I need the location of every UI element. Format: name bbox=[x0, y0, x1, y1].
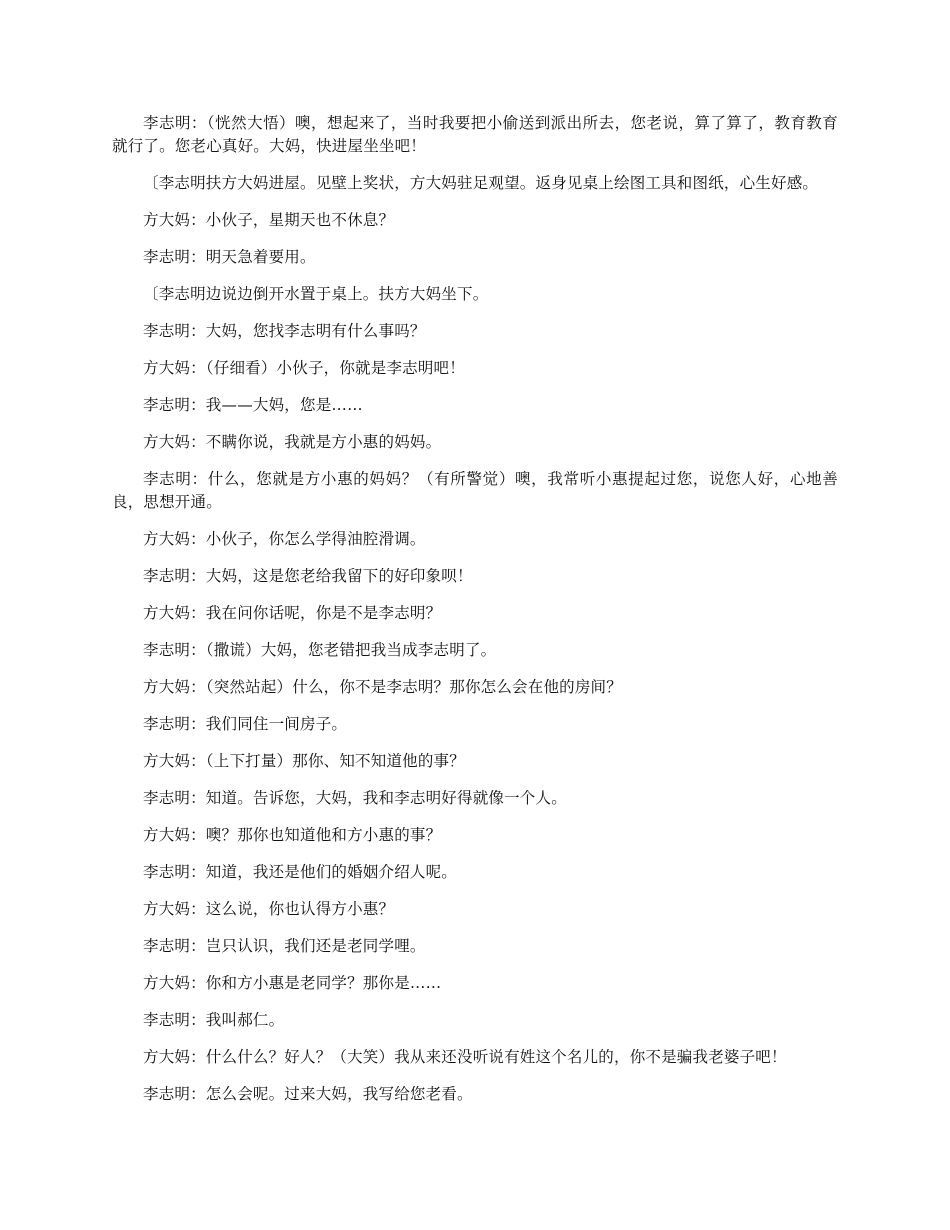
paragraph-23: 方大妈：你和方小惠是老同学？那你是…… bbox=[143, 974, 442, 992]
paragraph-5: 〔李志明边说边倒开水置于桌上。扶方大妈坐下。 bbox=[143, 285, 489, 303]
paragraph-15: 方大妈：（突然站起）什么，你不是李志明？那你怎么会在他的房间？ bbox=[143, 678, 622, 696]
paragraph-12: 李志明：大妈，这是您老给我留下的好印象呗！ bbox=[143, 567, 473, 585]
paragraph-25: 方大妈：什么什么？好人？（大笑）我从来还没听说有姓这个名儿的，你不是骗我老婆子吧！ bbox=[143, 1048, 787, 1066]
paragraph-4: 李志明：明天急着要用。 bbox=[143, 248, 316, 266]
paragraph-2: 〔李志明扶方大妈进屋。见壁上奖状，方大妈驻足观望。返身见桌上绘图工具和图纸，心生好感。 bbox=[143, 174, 819, 192]
paragraph-6: 李志明：大妈，您找李志明有什么事吗？ bbox=[143, 322, 426, 340]
paragraph-19: 方大妈：噢？那你也知道他和方小惠的事？ bbox=[143, 826, 442, 844]
paragraph-21: 方大妈：这么说，你也认得方小惠？ bbox=[143, 900, 395, 918]
paragraph-16: 李志明：我们同住一间房子。 bbox=[143, 715, 348, 733]
paragraph-1: 李志明：（恍然大悟）噢，想起来了，当时我要把小偷送到派出所去，您老说，算了算了，教育教育就行了。您老心真好。大妈，快进屋坐坐吧！ bbox=[112, 114, 838, 155]
paragraph-13: 方大妈：我在问你话呢，你是不是李志明？ bbox=[143, 604, 442, 622]
paragraph-17: 方大妈：（上下打量）那你、知不知道他的事？ bbox=[143, 752, 465, 770]
paragraph-26: 李志明：怎么会呢。过来大妈，我写给您老看。 bbox=[143, 1085, 473, 1103]
paragraph-7: 方大妈：（仔细看）小伙子，你就是李志明吧！ bbox=[143, 359, 465, 377]
paragraph-24: 李志明：我叫郝仁。 bbox=[143, 1011, 285, 1029]
paragraph-3: 方大妈：小伙子，星期天也不休息？ bbox=[143, 211, 395, 229]
paragraph-9: 方大妈：不瞒你说，我就是方小惠的妈妈。 bbox=[143, 433, 442, 451]
paragraph-8: 李志明：我——大妈，您是…… bbox=[143, 396, 363, 414]
paragraph-18: 李志明：知道。告诉您，大妈，我和李志明好得就像一个人。 bbox=[143, 789, 567, 807]
paragraph-10: 李志明：什么，您就是方小惠的妈妈？（有所警觉）噢，我常听小惠提起过您，说您人好，心地善良，思想开通。 bbox=[112, 470, 838, 511]
paragraph-22: 李志明：岂只认识，我们还是老同学哩。 bbox=[143, 937, 426, 955]
paragraph-11: 方大妈：小伙子，你怎么学得油腔滑调。 bbox=[143, 530, 426, 548]
paragraph-14: 李志明：（撒谎）大妈，您老错把我当成李志明了。 bbox=[143, 641, 497, 659]
paragraph-20: 李志明：知道，我还是他们的婚姻介绍人呢。 bbox=[143, 863, 458, 881]
